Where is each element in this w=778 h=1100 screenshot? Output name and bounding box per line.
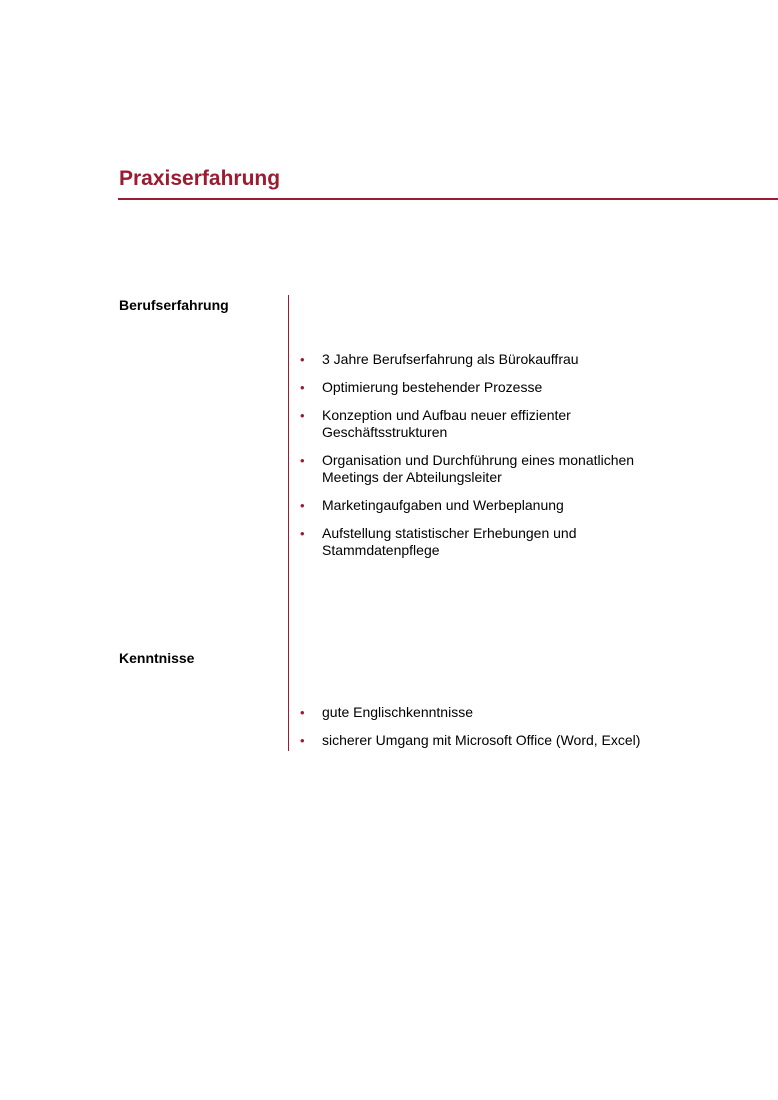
list-item	[300, 497, 680, 514]
list-item-text: Aufstellung statistischer Erhebungen und Stammdatenpflege	[322, 525, 577, 558]
bullet-icon: •	[300, 408, 305, 423]
list-item	[300, 525, 680, 559]
list-item-text: sicherer Umgang mit Microsoft Office (Word, Excel)	[322, 732, 641, 748]
list-item	[300, 351, 680, 368]
list-item-text: Organisation und Durchführung eines monatlichen Meetings der Abteilungsleiter	[322, 452, 635, 485]
list-item	[300, 379, 680, 396]
list-item-text: Marketingaufgaben und Werbeplanung	[322, 497, 564, 513]
heading-divider	[118, 198, 778, 200]
bullet-icon: •	[300, 733, 305, 748]
work-experience-label: Berufserfahrung	[119, 297, 229, 313]
bullet-icon: •	[300, 453, 305, 468]
list-item-text: Konzeption und Aufbau neuer effizienter Geschäftsstrukturen	[322, 407, 571, 440]
bullet-icon: •	[300, 498, 305, 513]
list-item-text: 3 Jahre Berufserfahrung als Bürokauffrau	[322, 351, 579, 367]
list-item	[300, 452, 680, 486]
bullet-icon: •	[300, 705, 305, 720]
bullet-icon: •	[300, 526, 305, 541]
list-item	[300, 407, 680, 441]
list-item	[300, 732, 680, 749]
section-heading: Praxiserfahrung	[119, 167, 281, 190]
vertical-divider	[288, 295, 289, 751]
skills-list	[300, 704, 680, 760]
bullet-icon: •	[300, 352, 305, 367]
work-experience-list	[300, 351, 680, 570]
skills-label: Kenntnisse	[119, 650, 195, 666]
list-item	[300, 704, 680, 721]
list-item-text: gute Englischkenntnisse	[322, 704, 473, 720]
bullet-icon: •	[300, 380, 305, 395]
list-item-text: Optimierung bestehender Prozesse	[322, 379, 543, 395]
